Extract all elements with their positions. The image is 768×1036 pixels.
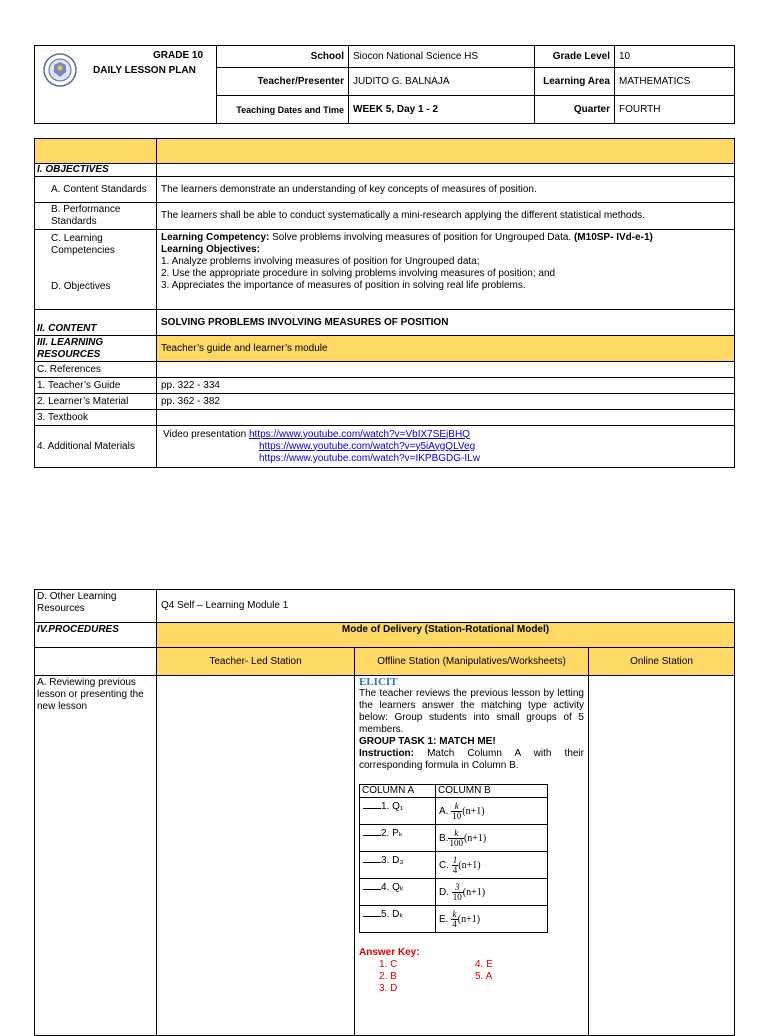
grade-label: GRADE 10 — [153, 50, 204, 61]
objectives-label: D. Objectives — [51, 281, 111, 292]
objective-3: 3. Appreciates the importance of measures of position in solving real life problems. — [161, 280, 526, 291]
match-item-b: C. $\frac{1}{4}$ (n+1) — [436, 852, 548, 879]
mode-of-delivery: Mode of Delivery (Station-Rotational Model) — [157, 623, 735, 648]
group-task-title: GROUP TASK 1: MATCH ME! — [359, 736, 496, 747]
content-standards-label: A. Content Standards — [35, 177, 157, 203]
objectives-section: I. OBJECTIVES — [35, 164, 157, 177]
references-label: C. References — [35, 362, 157, 378]
learning-area-value: MATHEMATICS — [615, 68, 735, 96]
reviewing-lesson-label: A. Reviewing previous lesson or presenting the new lesson — [35, 676, 157, 1036]
learning-area-label: Learning Area — [535, 68, 615, 96]
dates-value: WEEK 5, Day 1 - 2 — [349, 96, 535, 124]
learners-material-value: pp. 362 - 382 — [157, 394, 735, 410]
header-title-cell — [35, 46, 217, 124]
other-resources-label: D. Other Learning Resources — [35, 590, 157, 623]
objective-2: 2. Use the appropriate procedure in solving problems involving measures of position; and — [161, 268, 556, 279]
online-station-cell — [589, 676, 735, 1036]
learning-resources-section: III. LEARNING RESOURCES — [35, 336, 157, 362]
teachers-guide-label: 1. Teacher’s Guide — [35, 378, 157, 394]
school-value: Siocon National Science HS — [349, 46, 535, 68]
objective-1: 1. Analyze problems involving measures of position for Ungrouped data; — [161, 256, 480, 267]
content-value: SOLVING PROBLEMS INVOLVING MEASURES OF POSITION — [157, 310, 735, 336]
answer-5: 5. A — [475, 971, 493, 982]
quarter-value: FOURTH — [615, 96, 735, 124]
learning-objectives-label: Learning Objectives: — [161, 244, 260, 255]
match-item-a: 1. Q₁ — [360, 798, 436, 825]
dates-label: Teaching Dates and Time — [217, 96, 349, 124]
video-link-3[interactable]: https://www.youtube.com/watch?v=IKPBGDG-ILw — [259, 452, 480, 464]
teacher-led-header: Teacher- Led Station — [157, 648, 355, 676]
content-section: II. CONTENT — [35, 310, 157, 336]
match-item-a: 4. Qₖ — [360, 879, 436, 906]
offline-station-header: Offline Station (Manipulatives/Worksheets) — [355, 648, 589, 676]
main-table — [34, 138, 735, 468]
procedures-section: IV.PROCEDURES — [35, 623, 157, 648]
video-link-1[interactable]: https://www.youtube.com/watch?v=VbIX7SEjBHQ — [249, 428, 470, 440]
match-item-b: B. $\frac{k}{100}$ (n+1) — [436, 825, 548, 852]
deped-seal — [43, 53, 77, 87]
competency-text: Solve problems involving measures of position for Ungrouped Data. — [269, 232, 574, 243]
match-item-a: 3. D₃ — [360, 852, 436, 879]
match-item-b: A. $\frac{k}{10}$ (n+1) — [436, 798, 548, 825]
grade-level-label: Grade Level — [535, 46, 615, 68]
competency-label: Learning Competency: — [161, 232, 270, 243]
instruction-label: Instruction: — [359, 748, 414, 759]
learning-competencies-label: C. Learning Competencies — [51, 233, 115, 256]
procedures-table — [34, 589, 735, 1036]
match-item-b: E. $\frac{k}{4}$ (n+1) — [436, 906, 548, 933]
match-item-b: D. $\frac{3}{10}$ (n+1) — [436, 879, 548, 906]
column-b-header: COLUMN B — [436, 785, 548, 798]
answer-4: 4. E — [475, 959, 493, 970]
school-label: School — [217, 46, 349, 68]
answer-key-label: Answer Key: — [359, 947, 420, 958]
elicit-heading: ELICIT — [359, 676, 398, 688]
match-item-a: 5. Dₖ — [360, 906, 436, 933]
elicit-text: The teacher reviews the previous lesson by letting the learners answer the matching type activity below: Group students into small groups of 5 members. — [359, 688, 584, 735]
teacher-value: JUDITO G. BALNAJA — [349, 68, 535, 96]
answer-2: 2. B — [379, 971, 397, 982]
textbook-label: 3. Textbook — [35, 410, 157, 426]
content-standards-value: The learners demonstrate an understanding of key concepts of measures of position. — [157, 177, 735, 203]
online-station-header: Online Station — [589, 648, 735, 676]
teacher-label: Teacher/Presenter — [217, 68, 349, 96]
video-label: Video presentation — [163, 428, 249, 440]
match-item-a: 2. Pₖ — [360, 825, 436, 852]
answer-key — [359, 959, 584, 999]
teacher-led-cell — [157, 676, 355, 1036]
learners-material-label: 2. Learner’s Material — [35, 394, 157, 410]
quarter-label: Quarter — [535, 96, 615, 124]
performance-standards-label: B. Performance Standards — [35, 203, 157, 230]
grade-level-value: 10 — [615, 46, 735, 68]
additional-materials-label: 4. Additional Materials — [35, 426, 157, 468]
answer-3: 3. D — [379, 983, 398, 994]
matching-table — [359, 784, 548, 933]
learning-resources-value: Teacher’s guide and learner’s module — [157, 336, 735, 362]
header-table — [34, 45, 735, 124]
plan-title: DAILY LESSON PLAN — [93, 65, 196, 76]
column-a-header: COLUMN A — [360, 785, 436, 798]
answer-1: 1. C — [379, 959, 398, 970]
teachers-guide-value: pp. 322 - 334 — [157, 378, 735, 394]
video-link-2[interactable]: https://www.youtube.com/watch?v=y5iAygQLVeg — [259, 440, 476, 452]
offline-station-cell — [355, 676, 589, 1036]
competency-code: (M10SP- IVd-e-1) — [573, 232, 653, 243]
instruction-text: Match Column A with their corresponding formula in Column B. — [359, 748, 584, 771]
performance-standards-value: The learners shall be able to conduct systematically a mini-research applying the different statistical methods. — [157, 203, 735, 230]
yellow-header-row — [35, 139, 735, 164]
other-resources-value: Q4 Self – Learning Module 1 — [157, 590, 735, 623]
